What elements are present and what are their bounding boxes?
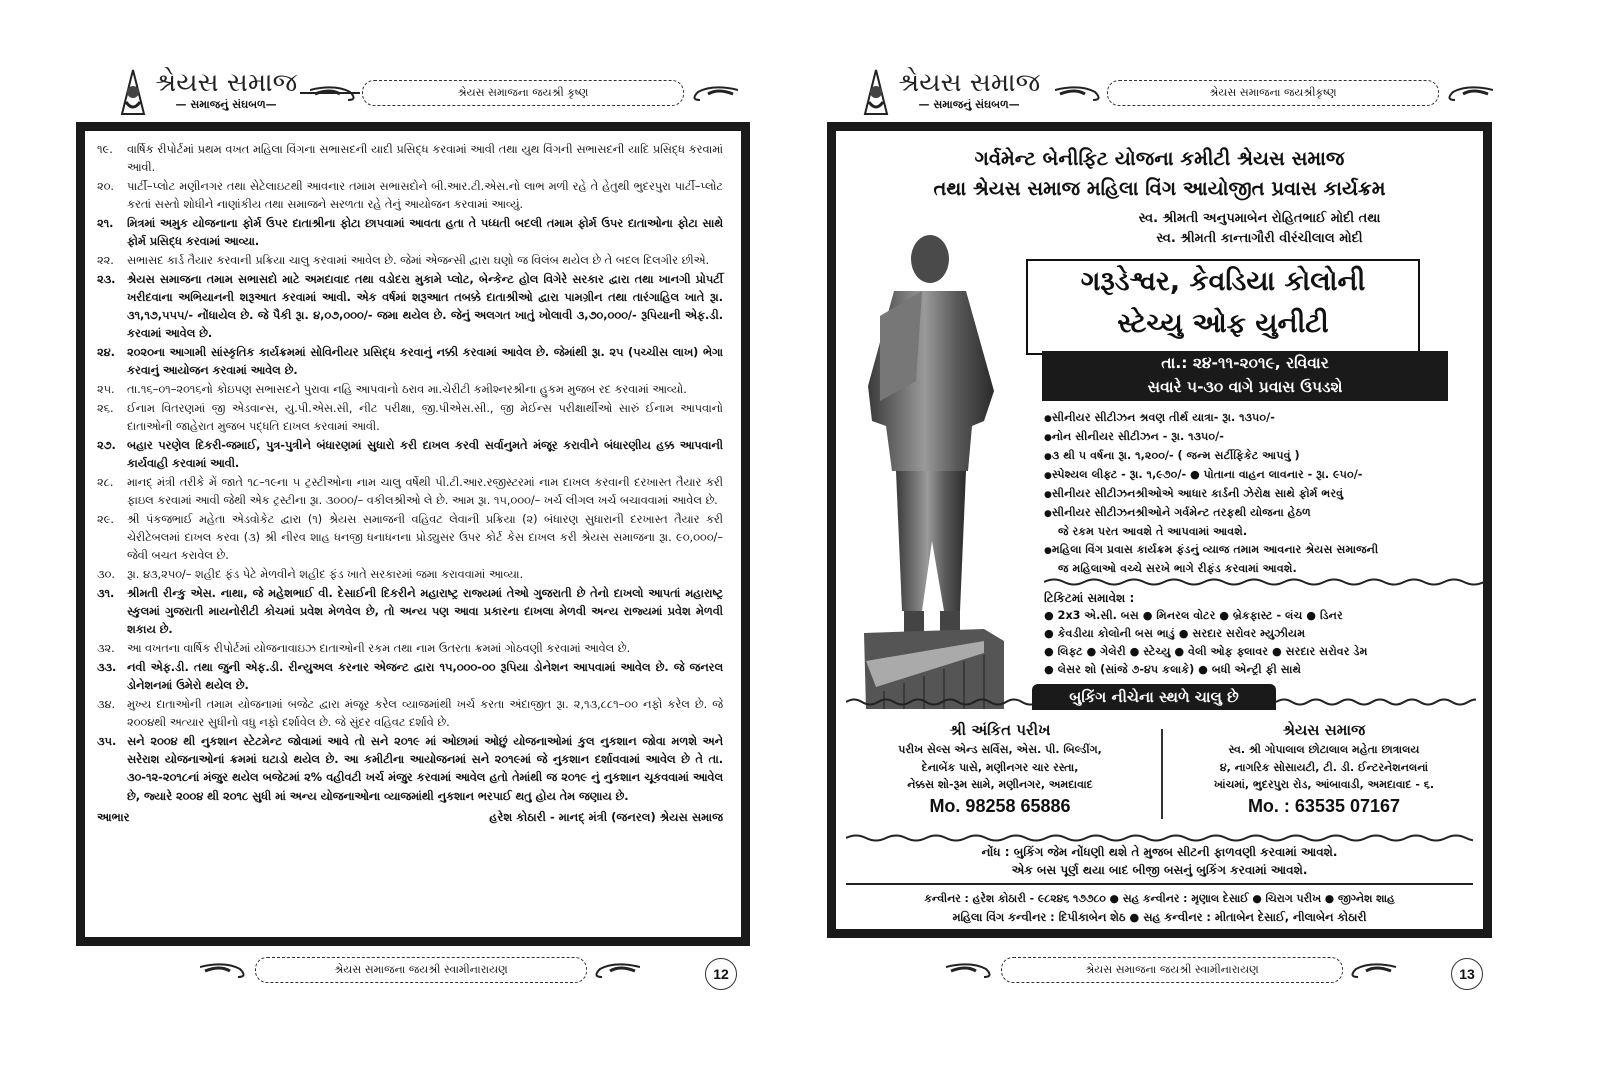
note-line: નોંધ : બુકિંગ જેમ નોંધણી થશે તે મુજબ સીટની ફાળવણી કરવામાં આવશે. bbox=[981, 845, 1338, 859]
item-number: ૩૪. bbox=[97, 698, 116, 711]
report-item bbox=[97, 400, 723, 436]
thanks-text: આભાર bbox=[97, 809, 130, 824]
page-number: 13 bbox=[1451, 958, 1483, 990]
includes-item: ● 2x3 એ.સી. બસ ● મિનરલ વોટર ● બ્રેકફાસ્ટ - લંચ ● ડિનર bbox=[1044, 609, 1343, 622]
ornament-swirl-icon bbox=[688, 82, 738, 104]
item-text: બહાર પરણેલ દિકરી-જમાઈ, પુત્ર-પુત્રીને બંધારણમાં સુધારો કરી દાખલ કરવી સર્વાનુમતે મંજૂર કરાવીને બંધારણીય હક્ક આપવાની કાર્યવાહી કરવામાં આવી. bbox=[127, 439, 723, 471]
memorial-line1: સ્વ. શ્રીમતી અનુપમાબેન રોહિતભાઈ મોદી તથા bbox=[1138, 211, 1381, 226]
item-text: આ વખતના વાર્ષિક રીપોર્ટમાં યોજનાવાઇઝ દાતાઓની રકમ તથા નામ ઉતરતા ક્રમમાં ગોઠવણી કરવામાં આવેલ છે. bbox=[127, 642, 631, 656]
convener-line: મહિલા વિંગ કન્વીનર : દિપીકાબેન શેઠ ● સહ કન્વીનર : મીતાબેન દેસાઈ, નીલાબેન કોઠારી bbox=[952, 911, 1367, 924]
report-item bbox=[97, 381, 723, 399]
report-item bbox=[97, 141, 723, 177]
fee-item: ● ૩ થી ૫ વર્ષના રૂા. ૧,૨૦૦/- ( જન્મ સર્ટીફિકેટ આપવું ) bbox=[1044, 447, 1484, 466]
footer-banner-text: શ્રેયસ સમાજના જયશ્રી સ્વામીનારાયણ bbox=[1001, 957, 1343, 983]
contact-divider bbox=[1161, 729, 1163, 819]
poster-title-line1: ગર્વમેન્ટ બેનીફિટ યોજના કમીટી શ્રેયસ સમાજ bbox=[974, 147, 1345, 170]
item-text: શ્રીમતી રીન્કુ એસ. નાથા, જે મહેશભાઈ વી. દેસાઈની દિકરીને મહારાષ્ટ્ર રાજ્યમાં તેઓ ગુજરાતી છે તેનો દાખલો આપતાં મહારાષ્ટ્ર સ્કુલમાં ગુજરાતી માયનોરીટી કોચમાં પ્રવેશ મેળવેલ છે, તો અન્ય પણ આવા પ્રકારના દાખલા મેળવી અન્ય રાજ્યમાં પ્રવેશ મેળવી શકાય છે. bbox=[127, 587, 723, 637]
footer-banner-text: શ્રેયસ સમાજના જયશ્રી સ્વામીનારાયણ bbox=[255, 957, 587, 983]
wave-divider bbox=[1044, 577, 1484, 587]
report-item bbox=[97, 437, 723, 473]
fee-item: ● સીનીયર સીટીઝન શ્રવણ તીર્થ યાત્રા- રૂા. ૧૩૫૦/- bbox=[1044, 409, 1484, 428]
contact-mobile: Mo. 98258 65886 bbox=[929, 795, 1071, 816]
report-item bbox=[97, 659, 723, 695]
destination-box bbox=[1026, 259, 1420, 355]
item-number: ૨૬. bbox=[97, 402, 114, 415]
fee-item: ● મહિલા વિંગ પ્રવાસ કાર્યક્રમ ફંડનું વ્યાજ તમામ આવનાર શ્રેયસ સમાજની bbox=[1044, 541, 1484, 560]
item-number: ૨૭. bbox=[97, 439, 116, 452]
item-number: ૩૧. bbox=[97, 587, 115, 600]
item-number: ૩૫. bbox=[97, 735, 117, 748]
footer-banner bbox=[946, 955, 1396, 989]
fee-item: ● નોન સીનીયર સીટીઝન - રૂા. ૧૩૫૦/- bbox=[1044, 428, 1484, 447]
report-item bbox=[97, 344, 723, 380]
item-text: માનદ્ મંત્રી તરીકે મેં જાતે ૧૮–૧૯ના ૫ ટ્રસ્ટીઓના નામ ચાલુ વર્ષેથી પી.ટી.આર.રજીસ્ટરમાં નામ દાખલ કરવાની દરખાસ્ત તૈયાર કરી ફાઇલ કરવામાં આવી જેથી એક ટ્રસ્ટીના રૂા. ૩૦૦૦/– વકીલશ્રીઓ લે છે. આમ રૂા. ૧૫,૦૦૦/– ખર્ચ લીગલ ખર્ચ બચાવવામાં આવેલ છે. bbox=[127, 476, 723, 508]
fee-item: ● સીનીયર સીટીઝનશ્રીઓને ગર્વમેન્ટ તરફથી યોજના હેઠળ bbox=[1044, 504, 1484, 523]
report-item bbox=[97, 566, 723, 584]
fee-item-continued: જે રકમ પરત આવશે તે આપવામાં આવશે. bbox=[1058, 525, 1248, 538]
item-text: શ્રી પંકજભાઈ મહેતા એડવોકેટ દ્વારા (૧) શ્રેયસ સમાજની વહિવટ લેવાની પ્રક્રિયા (૨) બંધારણ સુધારાની દરખાસ્ત તૈયાર કરી ચેરીટેબલમાં દાખલ કરવા (૩) શ્રી નીરવ શાહ ધનજી ધનાધનના પ્રોડ્યુસર ઉપર કોર્ટ કેસ દાખલ કરી શ્રેયસ સમાજના રૂા. ૯૦,૦૦૦/– જેવી બચત કરાવેલ છે. bbox=[127, 513, 723, 563]
contact-address: ખાંચમાં, ભુદરપુરા રોડ, આંબાવાડી, અમદાવાદ - ૬. bbox=[1213, 778, 1435, 791]
item-text: મુખ્ય દાતાઓની તમામ યોજનામાં બજેટ દ્વારા મંજૂર કરેલ વ્યાજમાંથી ખર્ચ કરતા અંદાજીત રૂા. ૨,૧૩,૮૮૧–૦૦ નફો કરેલ છે. જે ૨૦૦૪થી અત્યાર સુધીનો વધુ નફો દર્શાવેલ છે. જે સુંદર વહિવટ દર્શાવે છે. bbox=[127, 698, 723, 730]
wave-divider bbox=[1276, 697, 1476, 707]
report-item bbox=[97, 733, 723, 806]
statue-of-unity-image bbox=[844, 221, 1014, 711]
report-item bbox=[97, 511, 723, 566]
contact-shreyas-samaj bbox=[1164, 719, 1484, 818]
page-header bbox=[0, 66, 800, 121]
society-logo-icon bbox=[114, 68, 152, 118]
item-text: શ્રેયસ સમાજના તમામ સભાસદો માટે અમદાવાદ તથા વડોદરા મુકામે પ્લોટ, બેન્કેન્ટ હોલ વિગેરે સરકાર દ્વારા તથા ખાનગી પ્રોપર્ટી ખરીદવાના અભિયાનની શરૂઆત કરવામાં આવી. એક વર્ષમાં શરૂઆત તબક્કે દાતાશ્રીઓ દ્વારા પામગ્રીન તથા તારંગાહિલ ખાતે રૂા. ૩૧,૧૭,૫૫૫/- નોંધાયેલ છે. જે પૈકી રૂા. ૪,૦૭,૦૦૦/- જમા થયેલ છે. જેનું અલગત ખાતું ખોલાવી ૩,૭૦,૦૦૦/- રૂપિયાની એફ.ડી. કરવામાં આવેલ છે. bbox=[127, 272, 723, 341]
content-frame bbox=[76, 122, 750, 946]
wave-divider bbox=[846, 833, 1473, 843]
item-text: તા.૧૬–૦૧–૨૦૧૬નો કોઇપણ સભાસદને પુરાવા નહિ આપવાનો ઠરાવ મા.ચેરીટી કમીશ્નરશ્રીના હુકમ મુજબ રદ કરવામાં આવ્યો. bbox=[127, 383, 687, 397]
includes-item: ● લિફ્ટ ● ગેલેરી ● સ્ટેચ્યુ ● વેલી ઓફ ફ્લાવર ● સરદાર સરોવર ડેમ bbox=[1044, 645, 1368, 658]
footer-banner bbox=[200, 955, 640, 989]
header-banner-text: શ્રેયસ સમાજના જયશ્રી કૃષ્ણ bbox=[362, 80, 684, 106]
contact-address: ૪, નાગરિક સોસાયટી, ટી. ડી. ઈન્ટરનેશનલનાં bbox=[1219, 760, 1429, 774]
includes-item: ● લેસર શો (સાંજે ૭-૪૫ કલાકે) ● બધી એન્ટ્રી ફી સાથે bbox=[1044, 663, 1302, 676]
report-item bbox=[97, 474, 723, 510]
report-item bbox=[97, 271, 723, 344]
item-number: ૨૫. bbox=[97, 383, 115, 397]
brand-title: શ્રેયસ સમાજ bbox=[898, 68, 1041, 98]
ornament-swirl-icon bbox=[310, 82, 360, 104]
right-page bbox=[800, 0, 1600, 1086]
booking-note bbox=[836, 843, 1483, 879]
item-text: ઈનામ વિતરણમાં જી એડવાન્સ, યુ.પી.એસ.સી, નીટ પરીક્ષા, જી.પીએસ.સી., જી મેઈન્સ પરીક્ષાર્થીઓ સારું ઈનામ આપવાનો દાતાઓની જાહેરાત મુજબ પદ્ધતિ દાખલ કરવામાં આવી. bbox=[127, 402, 723, 434]
item-number: ૨૯. bbox=[97, 513, 114, 526]
contact-address: પરીખ સેલ્સ એન્ડ સર્વિસ, એસ. પી. બિલ્ડીંગ, bbox=[898, 743, 1102, 756]
item-number: ૨૦. bbox=[97, 180, 115, 193]
ornament-swirl-icon bbox=[1443, 82, 1493, 104]
item-number: ૨૩. bbox=[97, 272, 116, 286]
item-number: ૩૨. bbox=[97, 642, 115, 656]
ornament-swirl-icon bbox=[1346, 959, 1396, 981]
item-number: ૨૮. bbox=[97, 476, 114, 489]
booking-heading: બુકિંગ નીચેના સ્થળે ચાલુ છે bbox=[1032, 684, 1276, 710]
ticket-includes bbox=[1044, 589, 1484, 679]
item-number: ૨૧. bbox=[97, 217, 114, 230]
contact-name: શ્રી અંકિત પરીખ bbox=[949, 721, 1051, 739]
item-text: સને ૨૦૦૪ થી નુકશાન સ્ટેટમેન્ટ જોવામાં આવે તો સને ૨૦૧૯ માં ઓછામાં ઓછું યોજનાઓમાં કુલ નુકશાન જોવા મળશે અને સરેરાશ યોજનાઓનાં ક્રમમાં ઘટાડો થયેલ છે. આ કમીટીના આયોજનમાં સને ૨૦૧૯માં જે નુકશાન દર્શાવવામાં આવેલ છે તે તા. ૩૦-૧૨-૨૦૧૮નાં મંજુર થયેલ બજેટમાં ૨% વહીવટી ખર્ચ મંજુર કરવામાં આવેલ હતો તેમાંથી જ ૨૦૧૯ નું નુકશાન ચૂકવવામાં આવેલ છે, જ્યારે ૨૦૦૪ થી ૨૦૧૮ સુધી માં અન્ય યોજનાઓના વ્યાજમાંથી નુકશાન ભરપાઈ થતુ હોય તેમ જણાય છે. bbox=[127, 735, 723, 803]
page-number: 12 bbox=[705, 958, 737, 990]
contact-address: નેક્કસ શો-રૂમ સામે, મણીનગર, અમદાવાદ bbox=[907, 778, 1093, 791]
trip-departure-time: સવારે ૫-૩૦ વાગે પ્રવાસ ઉપડશે bbox=[1147, 378, 1343, 396]
contact-name: શ્રેયસ સમાજ bbox=[1282, 721, 1366, 739]
contact-address: દેનાબેંક પાસે, મણીનગર ચાર રસ્તા, bbox=[921, 760, 1079, 774]
header-banner bbox=[300, 78, 740, 108]
item-text: વાર્ષિક રીપોર્ટમાં પ્રથમ વખત મહિલા વિંગના સભાસદની યાદી પ્રસિદ્ધ કરવામાં આવી તથા યુથ વિંગની સભાસદની યાદિ પ્રસિદ્ધ કરવામાં આવી. bbox=[127, 143, 723, 175]
memorial-line2: સ્વ. શ્રીમતી કાન્તાગૌરી વીરંચીલાલ મોદી bbox=[1156, 231, 1363, 246]
item-number: ૧૯. bbox=[97, 143, 113, 156]
report-item bbox=[97, 252, 723, 270]
fee-item: ● સીનીયર સીટીઝનશ્રીઓએ આધાર કાર્ડની ઝેરોક્ષ સાથે ફોર્મ ભરવું bbox=[1044, 485, 1484, 504]
brand-subtitle: — સમાજનું સંઘબળ— bbox=[918, 98, 1020, 111]
item-text: ૨૦૨૦ના આગામી સાંસ્કૃતિક કાર્યક્રમમાં સોવિનીયર પ્રસિદ્ધ કરવાનું નક્કી કરવામાં આવેલ છે. જેમાંથી રૂા. ૨૫ (પચ્ચીસ લાખ) ભેગા કરવાનું આયોજન કરવામાં આવેલ છે. bbox=[127, 346, 723, 378]
report-item bbox=[97, 215, 723, 251]
poster-title-line2: તથા શ્રેયસ સમાજ મહિલા વિંગ આયોજીત પ્રવાસ કાર્યક્રમ bbox=[933, 177, 1386, 200]
item-number: ૨૨. bbox=[97, 254, 114, 267]
page-header bbox=[800, 66, 1600, 121]
report-item bbox=[97, 178, 723, 214]
signature-row bbox=[97, 810, 723, 825]
item-text: પાર્ટી–પ્લોટ મણીનગર તથા સેટેલાઇટથી આવનાર તમામ સભાસદોને બી.આર.ટી.એસ.નો લાભ મળી રહે તે હેતુથી ભુદરપુરા પાર્ટી–પ્લોટ કરતાં સસ્તો શોધીને નાણાંકીય તથા સમાજને સરળતા રહે તેનું આયોજન કરવામાં આવ્યું. bbox=[127, 180, 723, 212]
item-number: ૩૩. bbox=[97, 661, 117, 674]
item-text: નવી એફ.ડી. તથા જુની એફ.ડી. રીન્યુઅલ કરનાર એજન્ટ દ્વારા ૧૫,૦૦૦-૦૦ રૂપિયા ડોનેશન આપવામાં આવેલ છે. જે જનરલ ડોનેશનમાં ઉમેરો થયેલ છે. bbox=[127, 661, 723, 693]
ornament-swirl-icon bbox=[946, 959, 996, 981]
booking-contacts bbox=[836, 719, 1483, 835]
divider bbox=[846, 883, 1473, 885]
destination-line1: ગરૂડેશ્વર, કેવડિયા કોલોની bbox=[1080, 266, 1366, 297]
signature-text: હરેશ કોઠારી - માનદ્ મંત્રી (જનરલ) શ્રેયસ સમાજ bbox=[489, 809, 723, 824]
item-text: મિત્રમાં અમુક યોજનાના ફોર્મ ઉપર દાતાશ્રીના ફોટા છાપવામાં આવતા હતા તે પધ્ધતી બદલી તમામ ફોર્મ ઉપર દાતાઓના ફોટા સાથે ફોર્મ પ્રસિદ્ધ કરવામાં આવ્યા. bbox=[127, 217, 723, 249]
item-text: રૂા. ૪૩,૨૫૦/– શહીદ ફંડ પેટે મેળવીને શહીદ ફંડ ખાતે સરકારમાં જમા કરાવવામાં આવ્યા. bbox=[127, 568, 524, 582]
report-item bbox=[97, 585, 723, 640]
fee-item: ● સ્પેશ્યલ લીફ્ટ - રૂા. ૧,૯૭૦/- ● પોતાના વાહન લાવનાર - રૂા. ૯૫૦/- bbox=[1044, 466, 1484, 485]
contact-mobile: Mo. : 63535 07167 bbox=[1247, 795, 1401, 816]
header-banner bbox=[1045, 78, 1495, 108]
item-number: ૨૪. bbox=[97, 346, 115, 360]
contact-address: સ્વ. શ્રી ગોપાલાલ છોટાલાલ મહેતા છાત્રાલય bbox=[1228, 743, 1420, 756]
report-item bbox=[97, 640, 723, 658]
brand-subtitle: — સમાજનું સંઘબળ— bbox=[175, 98, 277, 111]
destination-line2: સ્ટેચ્યુ ઓફ યુનીટી bbox=[1117, 308, 1329, 339]
convener-line: કન્વીનર : હરેશ કોઠારી - ૯૮૨૪૬ ૧૭૭૮૦ ● સહ કન્વીનર : મૃણાલ દેસાઈ ● ચિરાગ પરીખ ● જીગ્નેશ શાહ bbox=[924, 892, 1395, 905]
fee-list bbox=[1044, 409, 1484, 578]
item-number: ૩૦. bbox=[97, 568, 115, 582]
report-list bbox=[97, 141, 723, 806]
fee-item-continued: જ મહિલાઓ વચ્ચે સરખે ભાગે રીફંડ કરવામાં આવશે. bbox=[1058, 562, 1297, 575]
ornament-swirl-icon bbox=[590, 959, 640, 981]
conveners bbox=[836, 889, 1483, 927]
brand bbox=[155, 68, 297, 112]
ornament-swirl-icon bbox=[1055, 82, 1105, 104]
society-logo-icon bbox=[857, 68, 895, 118]
includes-item: ● કેવડીયા કોલોની બસ ભાડું ● સરદાર સરોવર મ્યુઝીયમ bbox=[1044, 627, 1306, 640]
item-text: સભાસદ કાર્ડ તૈયાર કરવાની પ્રક્રિયા ચાલુ કરવામાં આવેલ છે. જેમાં એજન્સી દ્વારા ઘણો જ વિલંબ થયેલ છે તે બદલ દિલગીર છીએ. bbox=[127, 254, 710, 267]
header-banner-text: શ્રેયસ સમાજના જયશ્રીકૃષ્ણ bbox=[1107, 80, 1439, 106]
date-time-box bbox=[1042, 351, 1448, 401]
poster-frame bbox=[827, 122, 1492, 938]
brand bbox=[898, 68, 1040, 112]
trip-date: તા.: ૨૪-૧૧-૨૦૧૯, રવિવાર bbox=[1161, 354, 1329, 372]
contact-ankit-parikh bbox=[840, 719, 1160, 818]
wave-divider bbox=[846, 697, 1032, 707]
report-item bbox=[97, 696, 723, 732]
includes-heading: ટિકિટમાં સમાવેશ : bbox=[1044, 591, 1135, 605]
note-line: એક બસ પૂર્ણ થયા બાદ બીજી બસનું બુકિંગ કરવામાં આવશે. bbox=[1011, 863, 1308, 877]
ornament-swirl-icon bbox=[200, 959, 250, 981]
brand-title: શ્રેયસ સમાજ bbox=[155, 68, 298, 98]
